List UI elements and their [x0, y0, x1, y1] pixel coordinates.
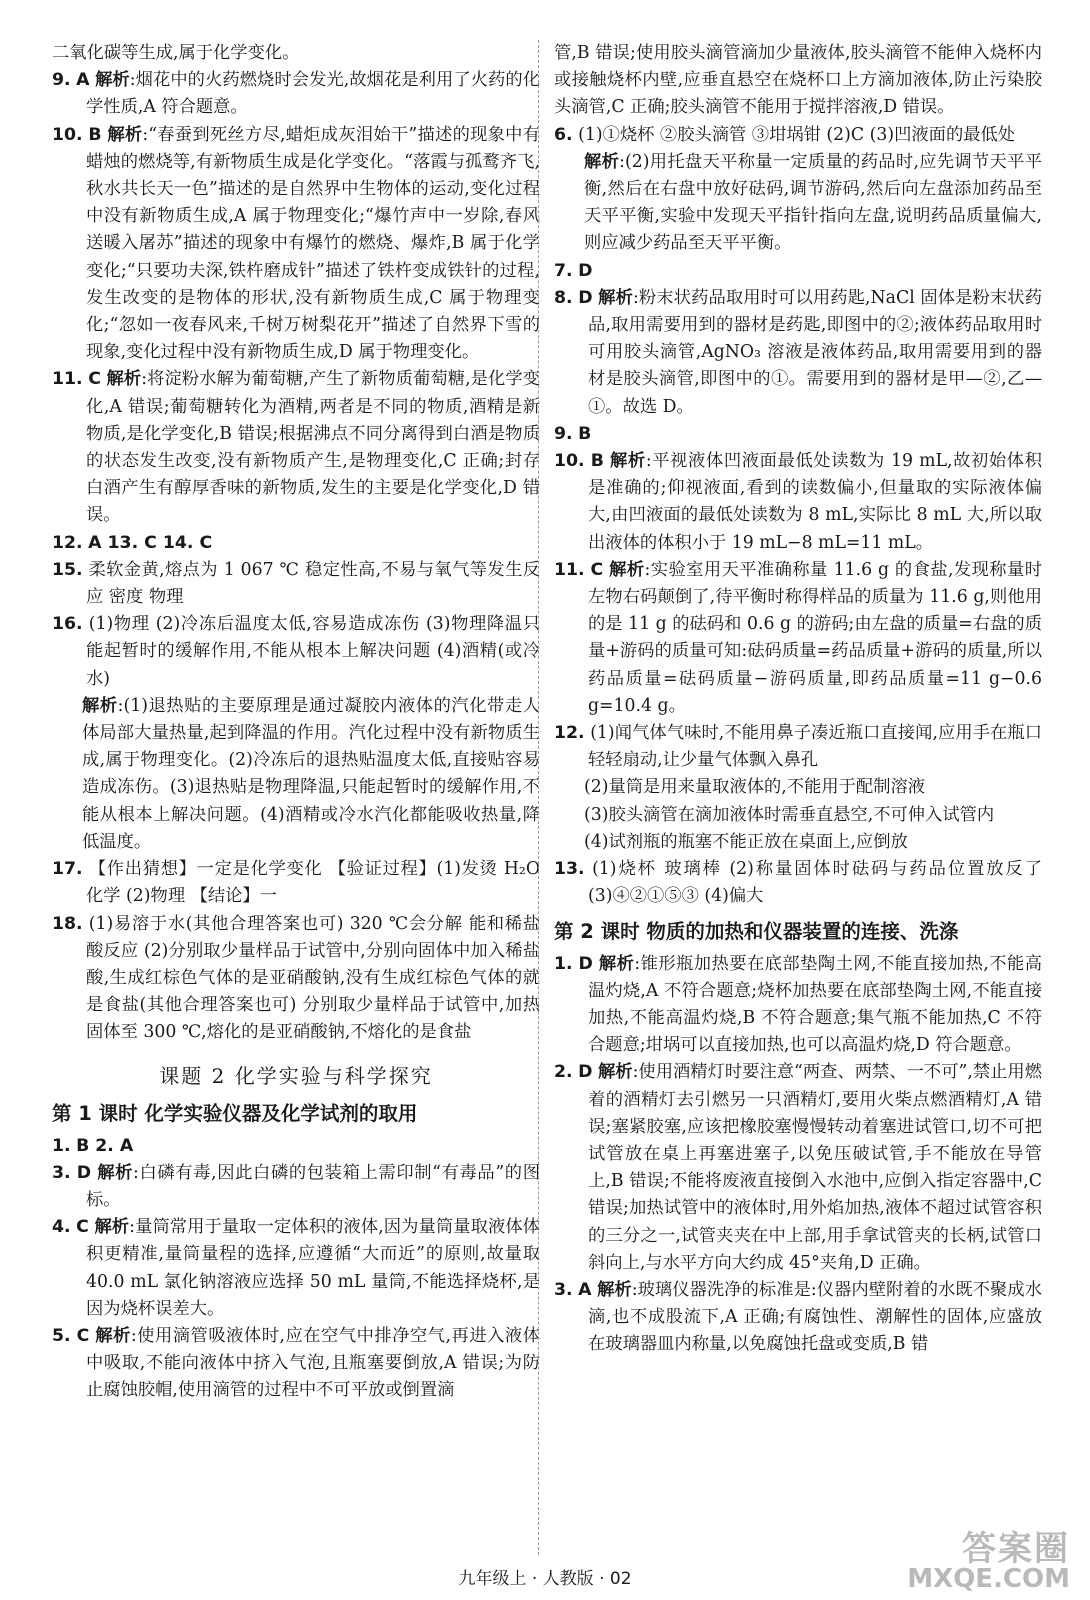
question-number: 7. [554, 260, 573, 281]
answer-text: :使用滴管吸液体时,应在空气中排净空气,再进入液体中吸取,不能向液体中挤入气泡,且瓶塞要倒放,A 错误;为防止腐蚀胶帽,使用滴管的过程中不可平放或倒置滴 [86, 1325, 540, 1401]
answer-continuation: 管,B 错误;使用胶头滴管滴加少量液体,胶头滴管不能伸入烧杯内或接触烧杯内壁,应垂直悬空在烧杯口上方滴加液体,防止污染胶头滴管,C 正确;胶头滴管不能用于搅拌溶液,D 错误。 [554, 43, 1042, 118]
lesson-title: 第 2 课时 物质的加热和仪器装置的连接、洗涤 [554, 919, 959, 943]
answer-choice: D [578, 953, 593, 974]
answer-item [554, 421, 1042, 448]
answer-item [554, 1059, 1042, 1277]
question-number: 9. [554, 423, 573, 444]
question-number: 16. [52, 614, 83, 635]
left-column [52, 40, 540, 1405]
question-number: 9. [52, 70, 71, 91]
answer-choice: A [76, 70, 90, 91]
answer-explanation [52, 693, 540, 856]
explanation-text: :(1)退热贴的主要原理是通过凝胶内液体的汽化带走人体局部大量热量,起到降温的作用。汽化过程中没有新物质生成,属于物理变化。(2)冷冻后的退热贴温度太低,直接贴容易造成冻伤。(3)退热贴是物理降温,只能起暂时的缓解作用,不能从根本上解决问题。(4)酒精或冷水汽化都能吸收热量,降低温度。 [82, 695, 540, 852]
explanation-label: 解析 [82, 695, 118, 716]
question-number: 1. [554, 953, 573, 974]
question-number: 10. [52, 124, 83, 145]
answer-explanation [554, 774, 1042, 801]
answer-choice: D [76, 1162, 92, 1183]
question-number: 11. [554, 559, 585, 580]
answer-text: :实验室用天平准确称量 11.6 g 的食盐,发现称量时左物右码颠倒了,待平衡时称得样品的质量为 11.6 g,则他用的是 11 g 的砝码和 0.6 g 的游码;由左盘的质量=右盘的质量+游码的质量可知:砝码质量=药品质量+游码的质量,所以药品质量=砝码质量−游码质量,即药品质量=11 g−0.6 g=10.4 g。 [588, 559, 1042, 716]
answer-item [52, 1323, 540, 1405]
explanation-text: :(2)用托盘天平称量一定质量的药品时,应先调节天平平衡,然后在右盘中放好砝码,调节游码,然后向左盘添加药品至天平平衡,实验中发现天平指针指向左盘,说明药品质量偏大,则应减少药品至天平平衡。 [584, 151, 1042, 254]
lesson-title: 第 1 课时 化学实验仪器及化学试剂的取用 [52, 1101, 418, 1125]
answer-text: (1)物理 (2)冷冻后温度太低,容易造成冻伤 (3)物理降温只能起暂时的缓解作用,不能从根本上解决问题 (4)酒精(或冷水) [86, 614, 540, 689]
question-number: 15. [52, 559, 83, 580]
explanation-label: 解析 [95, 70, 130, 91]
answer-text: :量筒常用于量取一定体积的液体,因为量筒量取液体体积更精准,量筒量程的选择,应遵循“大而近”的原则,故量取 40.0 mL 氯化钠溶液应选择 50 mL 量筒,不能选择烧杯,是因为烧杯误差大。 [86, 1217, 540, 1319]
answer-item [554, 122, 1042, 149]
explanation-text: (2)量筒是用来量取液体的,不能用于配制溶液 [584, 777, 926, 798]
explanation-label: 解析 [598, 287, 633, 308]
answer-item [52, 1214, 540, 1323]
explanation-label: 解析 [106, 369, 142, 390]
answer-item [52, 911, 540, 1047]
answer-item [52, 122, 540, 367]
answer-item [52, 1133, 540, 1160]
explanation-label: 解析 [598, 953, 635, 974]
answer-text: 【作出猜想】一定是化学变化 【验证过程】(1)发烫 H₂O 化学 (2)物理 【结论】一 [86, 859, 540, 907]
explanation-label: 解析 [95, 1325, 131, 1346]
question-number: 18. [52, 913, 83, 934]
explanation-text: (3)胶头滴管在滴加液体时需垂直悬空,不可伸入试管内 [584, 804, 995, 825]
question-number: 12. [554, 723, 585, 744]
answer-choice: D [578, 1062, 593, 1083]
explanation-label: 解析 [107, 124, 143, 145]
answer-text: (1)闻气体气味时,不能用鼻子凑近瓶口直接闻,应用手在瓶口轻轻扇动,让少量气体飘入鼻孔 [588, 723, 1042, 771]
question-number: 10. [554, 451, 585, 472]
answer-explanation [554, 149, 1042, 258]
answer-choice: B [590, 451, 604, 472]
answer-choice: C [76, 1217, 89, 1238]
answer-item [52, 530, 540, 557]
answer-text: :锥形瓶加热要在底部垫陶土网,不能直接加热,不能高温灼烧,A 不符合题意;烧杯加热要在底部垫陶土网,不能直接加热,不能高温灼烧,B 不符合题意;集气瓶不能加热,C 不符合题意;坩埚可以直接加热,也可以高温灼烧,D 符合题意。 [588, 953, 1043, 1056]
answer-text: :烟花中的火药燃烧时会发光,故烟花是利用了火药的化学性质,A 符合题意。 [86, 70, 540, 118]
answer-text: (1)烧杯 玻璃棒 (2)称量固体时砝码与药品位置放反了 (3)④②①⑤③ (4)偏大 [588, 859, 1043, 907]
explanation-label: 解析 [597, 1062, 633, 1083]
answer-choice: A 13. C 14. C [88, 532, 213, 553]
question-number: 3. [554, 1279, 573, 1300]
question-number: 6. [554, 124, 573, 145]
explanation-text: (4)试剂瓶的瓶塞不能正放在桌面上,应倒放 [584, 831, 908, 852]
answer-item [554, 856, 1042, 910]
answer-item [554, 285, 1042, 421]
answer-text: :玻璃仪器洗净的标准是:仪器内壁附着的水既不聚成水滴,也不成股流下,A 正确;有腐蚀性、潮解性的固体,应盛放在玻璃器皿内称量,以免腐蚀托盘或变质,B 错 [588, 1279, 1042, 1355]
answer-choice: A [578, 1279, 592, 1300]
answer-text: :将淀粉水解为葡萄糖,产生了新物质葡萄糖,是化学变化,A 错误;葡萄糖转化为酒精,两者是不同的物质,酒精是新物质,是化学变化,B 错误;根据沸点不同分离得到白酒是物质的状态发生改变,没有新物质产生,是物理变化,C 正确;封存白酒产生有醇厚香味的新物质,发生的主要是化学变化,D 错误。 [86, 369, 540, 526]
watermark-text: 答案圈 [962, 1529, 1070, 1569]
watermark-logo [907, 1529, 1070, 1594]
answer-choice: B [578, 423, 592, 444]
answer-text: :白磷有毒,因此白磷的包装箱上需印制“有毒品”的图标。 [86, 1162, 540, 1210]
answer-text: 柔软金黄,熔点为 1 067 ℃ 稳定性高,不易与氧气等发生反应 密度 物理 [86, 559, 540, 608]
answer-item [52, 1160, 540, 1214]
watermark-url: MXQE.COM [907, 1564, 1070, 1594]
right-column [554, 40, 1042, 1359]
answer-explanation [554, 802, 1042, 829]
answer-item [52, 366, 540, 529]
answer-text: (1)①烧杯 ②胶头滴管 ③坩埚钳 (2)C (3)凹液面的最低处 [578, 124, 1016, 145]
answer-item [554, 951, 1042, 1060]
answer-text: :粉末状药品取用时可以用药匙,NaCl 固体是粉末状药品,取用需要用到的器材是药匙,即图中的②;液体药品取用时可用胶头滴管,AgNO₃ 溶液是液体药品,取用需要用到的器材是胶头滴管,即图中的①。需要用到的器材是甲—②,乙—①。故选 D。 [588, 287, 1042, 417]
answer-choice: D [578, 260, 593, 281]
question-number: 1. [52, 1135, 71, 1156]
answer-item [52, 557, 540, 611]
answer-choice: D [578, 287, 593, 308]
answer-choice: C [76, 1325, 90, 1346]
answer-item [554, 557, 1042, 720]
explanation-label: 解析 [610, 451, 646, 472]
answer-item [52, 611, 540, 693]
question-number: 2. [554, 1062, 573, 1083]
answer-choice: B [88, 124, 102, 145]
explanation-label: 解析 [597, 1279, 632, 1300]
answer-text: :平视液体凹液面最低处读数为 19 mL,故初始体积是准确的;仰视液面,看到的读数偏小,但量取的实际液体偏大,由凹液面的最低处读数为 8 mL,实际比 8 mL 大,所以取出液体的体积小于 19 mL−8 mL=11 mL。 [588, 451, 1042, 553]
column-divider [538, 40, 539, 1555]
explanation-label: 解析 [94, 1217, 130, 1238]
answer-item [554, 1277, 1042, 1359]
section-title: 课题 2 化学实验与科学探究 [159, 1063, 433, 1088]
question-number: 3. [52, 1162, 71, 1183]
question-number: 5. [52, 1325, 71, 1346]
answer-item [554, 258, 1042, 285]
answer-item [52, 67, 540, 121]
answer-item [554, 720, 1042, 774]
answer-item [554, 448, 1042, 557]
question-number: 12. [52, 532, 83, 553]
answer-text: (1)易溶于水(其他合理答案也可) 320 ℃会分解 能和稀盐酸反应 (2)分别取少量样品于试管中,分别向固体中加入稀盐酸,生成红棕色气体的是亚硝酸钠,没有生成红棕色气体的就是食盐(其他合理答案也可) 分别取少量样品于试管中,加热固体至 300 ℃,熔化的是亚硝酸钠,不熔化的是食盐 [86, 913, 540, 1043]
explanation-label: 解析 [584, 151, 620, 172]
question-number: 8. [554, 287, 573, 308]
question-number: 13. [554, 859, 585, 880]
answer-choice: B 2. A [76, 1135, 134, 1156]
explanation-label: 解析 [97, 1162, 134, 1183]
question-number: 17. [52, 859, 83, 880]
answer-text: :使用酒精灯时要注意“两查、两禁、一不可”,禁止用燃着的酒精灯去引燃另一只酒精灯,要用火柴点燃酒精灯,A 错误;塞紧胶塞,应该把橡胶塞慢慢转动着塞进试管口,切不可把试管放在桌上再塞进塞子,以免压破试管,手不能放在导管上,B 错误;不能将废液直接倒入水池中,应倒入指定容器中,C 错误;加热试管中的液体时,用外焰加热,液体不超过试管容积的三分之一,试管夹夹在中上部,用手拿试管夹的长柄,试管口斜向上,与水平方向大约成 45°夹角,D 正确。 [588, 1062, 1042, 1273]
question-number: 4. [52, 1217, 71, 1238]
answer-item [52, 856, 540, 910]
answer-choice: C [88, 369, 101, 390]
answer-choice: C [590, 559, 604, 580]
question-number: 11. [52, 369, 83, 390]
page-footer: 九年级上 · 人教版 · 02 [458, 1569, 632, 1589]
answer-explanation [554, 829, 1042, 856]
answer-text: :“春蚕到死丝方尽,蜡炬成灰泪始干”描述的现象中有蜡烛的燃烧等,有新物质生成是化学变化。“落霞与孤鹜齐飞,秋水共长天一色”描述的是自然界中生物体的运动,变化过程中没有新物质生成,A 属于物理变化;“爆竹声中一岁除,春风送暖入屠苏”描述的现象中有爆竹的燃烧、爆炸,B 属于化学变化;“只要功夫深,铁杵磨成针”描述了铁杵变成铁针的过程,发生改变的是物体的形状,没有新物质生成,C 属于物理变化;“忽如一夜春风来,千树万树梨花开”描述了自然界下雪的现象,变化过程中没有新物质生成,D 属于物理变化。 [86, 124, 540, 363]
explanation-label: 解析 [609, 559, 645, 580]
answer-continuation: 二氧化碳等生成,属于化学变化。 [52, 43, 300, 63]
